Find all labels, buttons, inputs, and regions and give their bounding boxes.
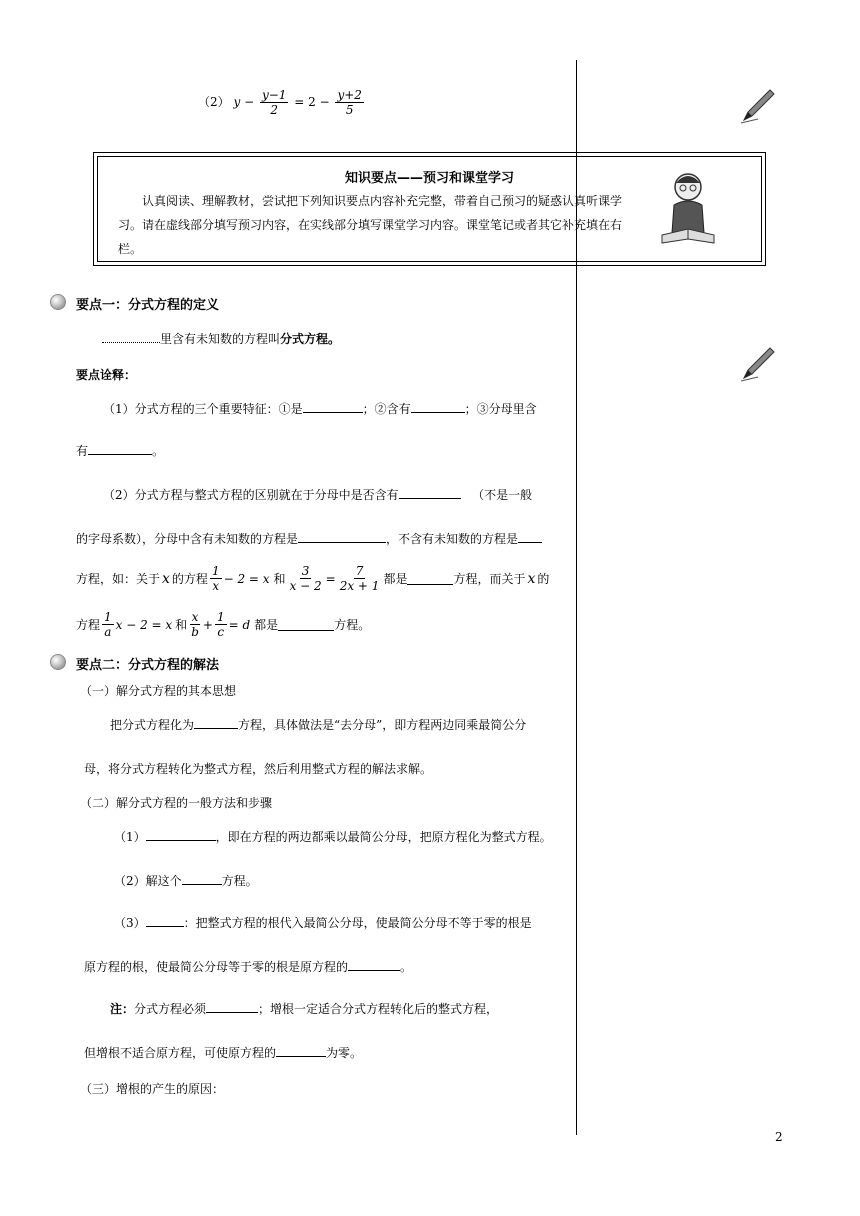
answer-blank (182, 872, 222, 885)
note1-line1: （1）分式方程的三个重要特征：①是 ；②含有 ；③分母里含 (103, 402, 537, 416)
definition-text: 里含有未知数的方程叫 (160, 332, 281, 346)
answer-blank (194, 716, 238, 729)
note2-line1: （2）分式方程与整式方程的区别就在于分母中是否含有 （不是一般 (103, 488, 533, 502)
equation-fraction: $\frac{y+2}{5}$ (337, 88, 362, 117)
answer-blank (146, 914, 184, 927)
note-line2: 但增根不适合原方程，可使原方程的 为零。 (84, 1046, 363, 1060)
note2-line4: 方程 $\frac{1}{a}$ x − 2 = x 和 $\frac{x}{b}$ + $\frac{1}{c}$ = d 都是 方程。 (76, 610, 371, 639)
answer-blank (348, 958, 400, 971)
answer-blank (278, 618, 334, 631)
section2-title: （二）解分式方程的一般方法和步骤 (80, 796, 273, 810)
point1-definition (102, 330, 340, 347)
note2-line2: 的字母系数），分母中含有未知数的方程是 ，不含有未知数的方程是 (76, 530, 542, 547)
math-fraction: $\frac{1}{c}$ (216, 610, 225, 639)
knowledge-box-text: 认真阅读、理解教材，尝试把下列知识要点内容补充完整，带着自己预习的疑惑认真听课学习。请在虚线部分填写预习内容，在实线部分填写课堂学习内容。课堂笔记或者其它补充填在右栏。 (118, 194, 623, 256)
equation-operator: = 2 − (294, 95, 330, 109)
section1-title: （一）解分式方程的其本思想 (80, 684, 237, 698)
answer-blank (518, 530, 542, 543)
step1: （1） ，即在方程的两边都乘以最简公分母，把原方程化为整式方程。 (114, 830, 552, 844)
math-fraction: $\frac{1}{a}$ (104, 610, 112, 639)
note-line1: 注：分式方程必须 ；增根一定适合分式方程转化后的整式方程， (110, 1002, 499, 1016)
answer-blank (411, 400, 465, 413)
step3-line1: （3） ：把整式方程的根代入最简公分母，使最简公分母不等于零的根是 (114, 916, 532, 930)
point2-heading: 要点二：分式方程的解法 (76, 658, 220, 673)
notes-title: 要点诠释： (76, 368, 137, 382)
knowledge-box (93, 152, 766, 266)
step3-line2: 原方程的根，使最简公分母等于零的根是原方程的 。 (84, 960, 413, 974)
answer-blank (88, 442, 152, 455)
answer-blank (407, 572, 453, 585)
note1-line2: 有 。 (76, 444, 165, 458)
section-bullet-icon (50, 294, 66, 310)
answer-blank (146, 828, 216, 841)
math-fraction: $\frac{x}{b}$ (191, 610, 199, 639)
page-number: 2 (775, 1130, 783, 1144)
math-fraction: $\frac{3}{x - 2}$ (289, 564, 322, 593)
answer-blank (399, 486, 461, 499)
step2: （2）解这个 方程。 (114, 874, 258, 888)
equation-term: y (233, 95, 241, 109)
equation-fraction: $\frac{y-1}{2}$ (261, 88, 287, 117)
note2-line3: 方程，如：关于 x 的方程 $\frac{1}{x}$ − 2 = x 和 $\frac{3}{x - 2}$ = $\frac{7}{2x + 1}$ 都是 方程，而关于 x 的 (76, 564, 550, 593)
section1-line1: 把分式方程化为 方程，具体做法是“去分母”，即方程两边同乘最简公分 (110, 718, 527, 732)
knowledge-box-inner (97, 156, 762, 262)
section-bullet-icon (50, 654, 66, 670)
answer-blank (303, 400, 363, 413)
point1-heading: 要点一：分式方程的定义 (76, 298, 220, 313)
pen-icon (738, 344, 778, 384)
reading-student-icon (656, 171, 720, 251)
pen-icon (738, 86, 778, 126)
definition-term: 分式方程。 (280, 332, 341, 346)
answer-blank (276, 1044, 326, 1057)
answer-blank (298, 530, 386, 543)
knowledge-box-title: 知识要点——预习和课堂学习 (344, 171, 514, 186)
top-equation (198, 88, 366, 117)
dotted-blank (102, 330, 160, 343)
section1-line2: 母，将分式方程转化为整式方程，然后利用整式方程的解法求解。 (84, 762, 433, 776)
equation-operator: − (244, 95, 255, 109)
math-fraction: $\frac{7}{2x + 1}$ (339, 564, 380, 593)
section3-title: （三）增根的产生的原因： (80, 1082, 225, 1096)
math-fraction: $\frac{1}{x}$ (211, 564, 220, 593)
equation-label: （2） (198, 95, 230, 109)
answer-blank (206, 1000, 258, 1013)
